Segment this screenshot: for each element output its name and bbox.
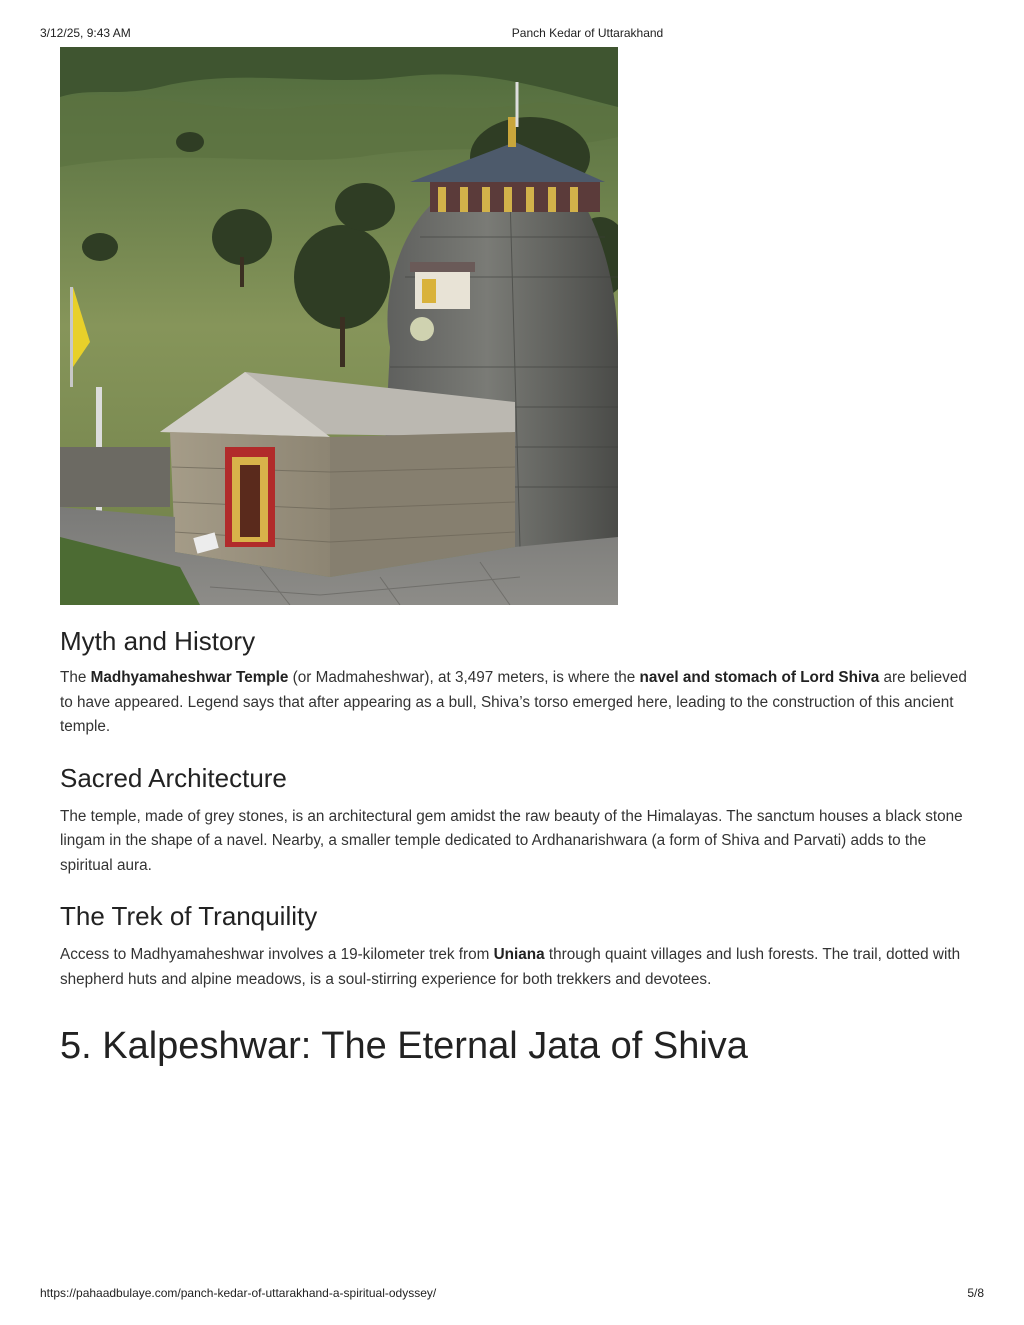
madhyamaheshwar-temple-photo (60, 47, 618, 605)
section-paragraph-sacred-architecture (60, 805, 970, 879)
section-heading-sacred-architecture: Sacred Architecture (60, 762, 287, 793)
print-header (0, 26, 1024, 42)
text-run: (or Madmaheshwar), at 3,497 meters, is where the (288, 669, 640, 686)
section-heading-myth-and-history: Myth and History (60, 626, 256, 656)
section-paragraph-myth-and-history (60, 666, 970, 740)
text-run: are believed to have appeared. Legend says that after appearing as a bull, Shiva’s torso emerged here, leading to the construction of this ancient temple. (60, 669, 967, 735)
bold-text-run: Madhyamaheshwar Temple (90, 669, 289, 686)
text-run: The (60, 669, 91, 686)
text-run: Access to Madhyamaheshwar involves a 19-kilometer trek from (60, 946, 494, 963)
print-page-title: Panch Kedar of Uttarakhand (511, 26, 664, 40)
section-paragraph-trek-of-tranquility (60, 943, 970, 992)
next-section-heading-kalpeshwar: 5. Kalpeshwar: The Eternal Jata of Shiva (60, 1025, 748, 1067)
print-page-url: https://pahaadbulaye.com/panch-kedar-of-uttarakhand-a-spiritual-odyssey/ (40, 1286, 437, 1300)
bold-text-run: Uniana (493, 946, 545, 963)
print-page-number: 5/8 (967, 1286, 984, 1300)
text-run: through quaint villages and lush forests. The trail, dotted with shepherd huts and alpine meadows, is a soul-stirring experience for both trekkers and devotees. (60, 946, 961, 988)
article-content (60, 47, 970, 1070)
print-datetime: 3/12/25, 9:43 AM (40, 26, 131, 40)
section-heading-trek-of-tranquility: The Trek of Tranquility (60, 901, 318, 931)
bold-text-run: navel and stomach of Lord Shiva (639, 669, 880, 686)
text-run: The temple, made of grey stones, is an architectural gem amidst the raw beauty of the Himalayas. The sanctum houses a black stone lingam in the shape of a navel. Nearby, a smaller temple dedicated to Ardhanarishwara (a form of Shiva and Parvati) adds to the spiritual aura. (60, 807, 963, 874)
